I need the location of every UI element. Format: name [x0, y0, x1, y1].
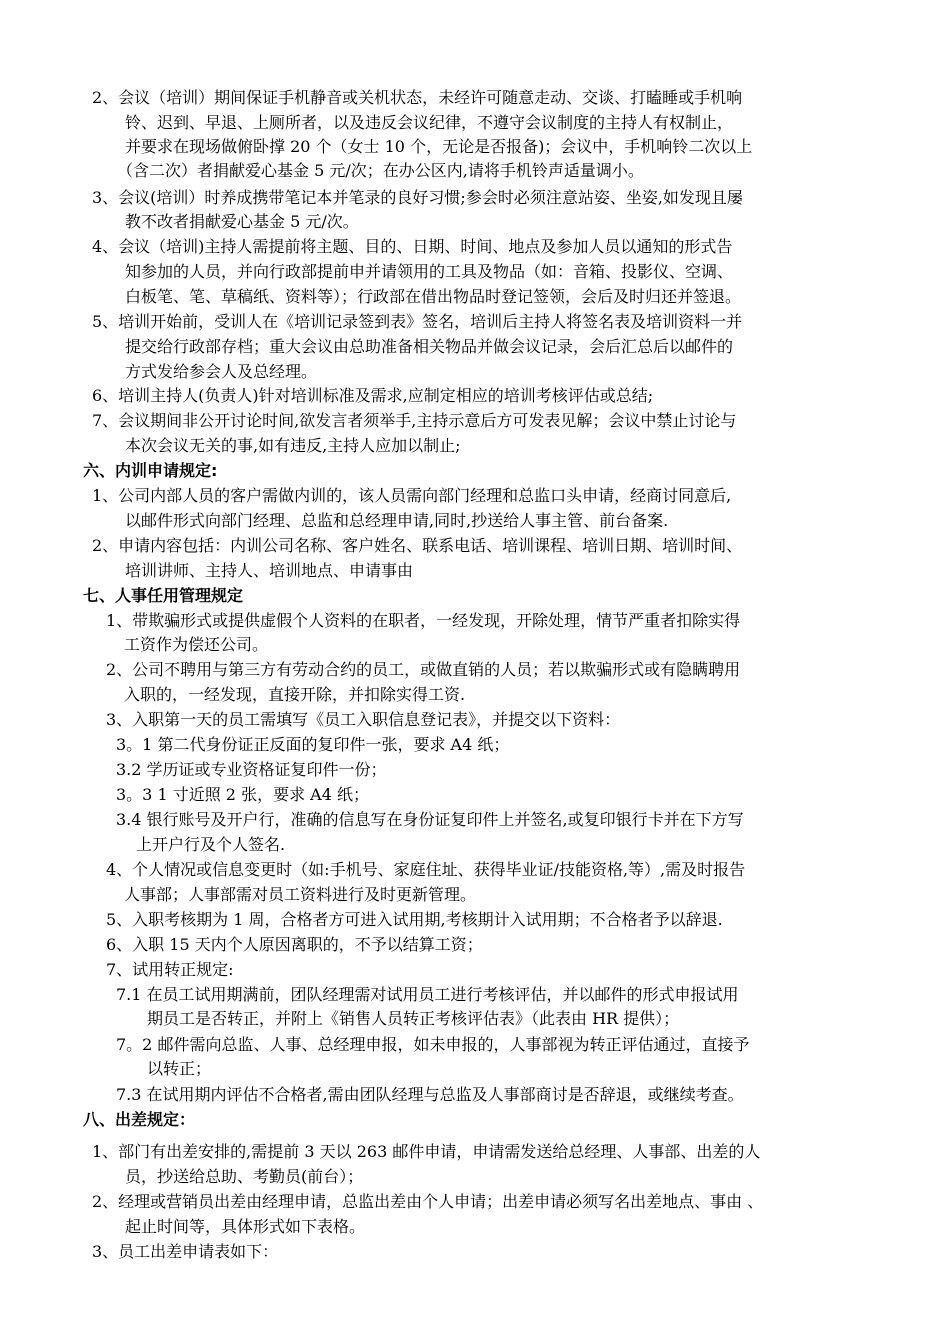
section-heading: 八、出差规定：	[83, 1110, 196, 1129]
text-line: 5、培训开始前，受训人在《培训记录签到表》签名，培训后主持人将签名表及培训资料一并	[92, 312, 743, 331]
text-line: 知参加的人员，并向行政部提前申并请领用的工具及物品（如：音箱、投影仪、空调、	[125, 262, 734, 281]
text-line: 提交给行政部存档；重大会议由总助准备相关物品并做会议记录，会后汇总后以邮件的	[125, 337, 734, 356]
section-heading: 七、人事任用管理规定	[83, 586, 244, 605]
text-line: 人事部；人事部需对员工资料进行及时更新管理。	[124, 885, 477, 904]
text-line: 工资作为偿还公司。	[124, 635, 269, 654]
text-line: 1、带欺骗形式或提供虚假个人资料的在职者，一经发现，开除处理，情节严重者扣除实得	[106, 611, 741, 630]
text-line: 7、会议期间非公开讨论时间,欲发言者须举手,主持示意后方可发表见解；会议中禁止讨论与	[92, 411, 737, 430]
text-line: 教不改者捐献爱心基金 5 元/次。	[125, 212, 359, 231]
text-line: 6、入职 15 天内个人原因离职的，不予以结算工资；	[106, 935, 483, 954]
text-line: 本次会议无关的事,如有违反,主持人应加以制止;	[125, 436, 461, 455]
text-line: 4、会议（培训)主持人需提前将主题、目的、日期、时间、地点及参加人员以通知的形式告	[92, 237, 733, 256]
text-line: 上开户行及个人签名.	[136, 835, 286, 854]
text-line: 3.2 学历证或专业资格证复印件一份；	[116, 760, 387, 779]
text-line: 1、公司内部人员的客户需做内训的，该人员需向部门经理和总监口头申请，经商讨同意后,	[92, 486, 732, 505]
text-line: 7。2 邮件需向总监、人事、总经理申报，如未申报的，人事部视为转正评估通过，直接予	[116, 1035, 750, 1054]
text-line: 3.4 银行账号及开户行，准确的信息写在身份证复印件上并签名,或复印银行卡并在下方写	[116, 810, 744, 829]
section-heading: 六、内训申请规定:	[83, 461, 218, 480]
text-line: 以转正；	[147, 1059, 212, 1078]
text-line: 5、入职考核期为 1 周，合格者方可进入试用期,考核期计入试用期；不合格者予以辞退.	[106, 910, 723, 929]
text-line: 6、培训主持人(负责人)针对培训标准及需求,应制定相应的培训考核评估或总结;	[92, 386, 654, 405]
text-line: 方式发给参会人及总经理。	[125, 362, 318, 381]
text-line: 7.1 在员工试用期满前，团队经理需对试用员工进行考核评估，并以邮件的形式申报试用	[116, 985, 739, 1004]
text-line: 铃、迟到、早退、上厕所者，以及违反会议纪律，不遵守会议制度的主持人有权制止，	[125, 113, 734, 132]
text-line: 1、部门有出差安排的,需提前 3 天以 263 邮件申请，申请需发送给总经理、人事部、出差的人	[92, 1142, 761, 1161]
text-line: 白板笔、笔、草稿纸、资料等）；行政部在借出物品时登记签领，会后及时归还并签退。	[125, 287, 742, 306]
text-line: 7、试用转正规定:	[106, 960, 234, 979]
text-line: 7.3 在试用期内评估不合格者,需由团队经理与总监及人事部商讨是否辞退，或继续考查。	[116, 1085, 744, 1104]
text-line: 以邮件形式向部门经理、总监和总经理申请,同时,抄送给人事主管、前台备案.	[125, 511, 669, 530]
text-line: 入职的，一经发现，直接开除，并扣除实得工资.	[124, 685, 466, 704]
text-line: 2、公司不聘用与第三方有劳动合约的员工，或做直销的人员；若以欺骗形式或有隐瞒聘用	[106, 660, 741, 679]
text-line: （含二次）者捐献爱心基金 5 元/次；在办公区内,请将手机铃声适量调小。	[117, 161, 644, 180]
text-line: 3。1 第二代身份证正反面的复印件一张，要求 A4 纸；	[116, 735, 510, 754]
text-line: 期员工是否转正，并附上《销售人员转正考核评估表》（此表由 HR 提供）；	[147, 1009, 680, 1028]
text-line: 2、申请内容包括：内训公司名称、客户姓名、联系电话、培训课程、培训日期、培训时间、	[92, 536, 743, 555]
text-line: 3、入职第一天的员工需填写《员工入职信息登记表》，并提交以下资料：	[106, 710, 621, 729]
text-line: 并要求在现场做俯卧撑 20 个（女士 10 个，无论是否报备)；会议中，手机响铃二次以上	[125, 137, 753, 156]
text-line: 3、员工出差申请表如下：	[92, 1242, 279, 1261]
text-line: 2、经理或营销员出差由经理申请，总监出差由个人申请；出差申请必须写名出差地点、事由 、	[92, 1192, 764, 1211]
text-line: 4、个人情况或信息变更时（如:手机号、家庭住址、获得毕业证/技能资格,等）,需及时报告	[106, 860, 746, 879]
text-line: 培训讲师、主持人、培训地点、申请事由	[125, 561, 414, 580]
text-line: 2、会议（培训）期间保证手机静音或关机状态，未经许可随意走动、交谈、打瞌睡或手机响	[92, 88, 743, 107]
text-line: 3、会议(培训）时养成携带笔记本并笔录的良好习惯;参会时必须注意站姿、坐姿,如发现且屡	[92, 188, 743, 207]
text-line: 3。3 1 寸近照 2 张，要求 A4 纸；	[116, 785, 369, 804]
text-line: 起止时间等，具体形式如下表格。	[125, 1217, 366, 1236]
text-line: 员，抄送给总助、考勤员(前台）；	[125, 1167, 364, 1186]
